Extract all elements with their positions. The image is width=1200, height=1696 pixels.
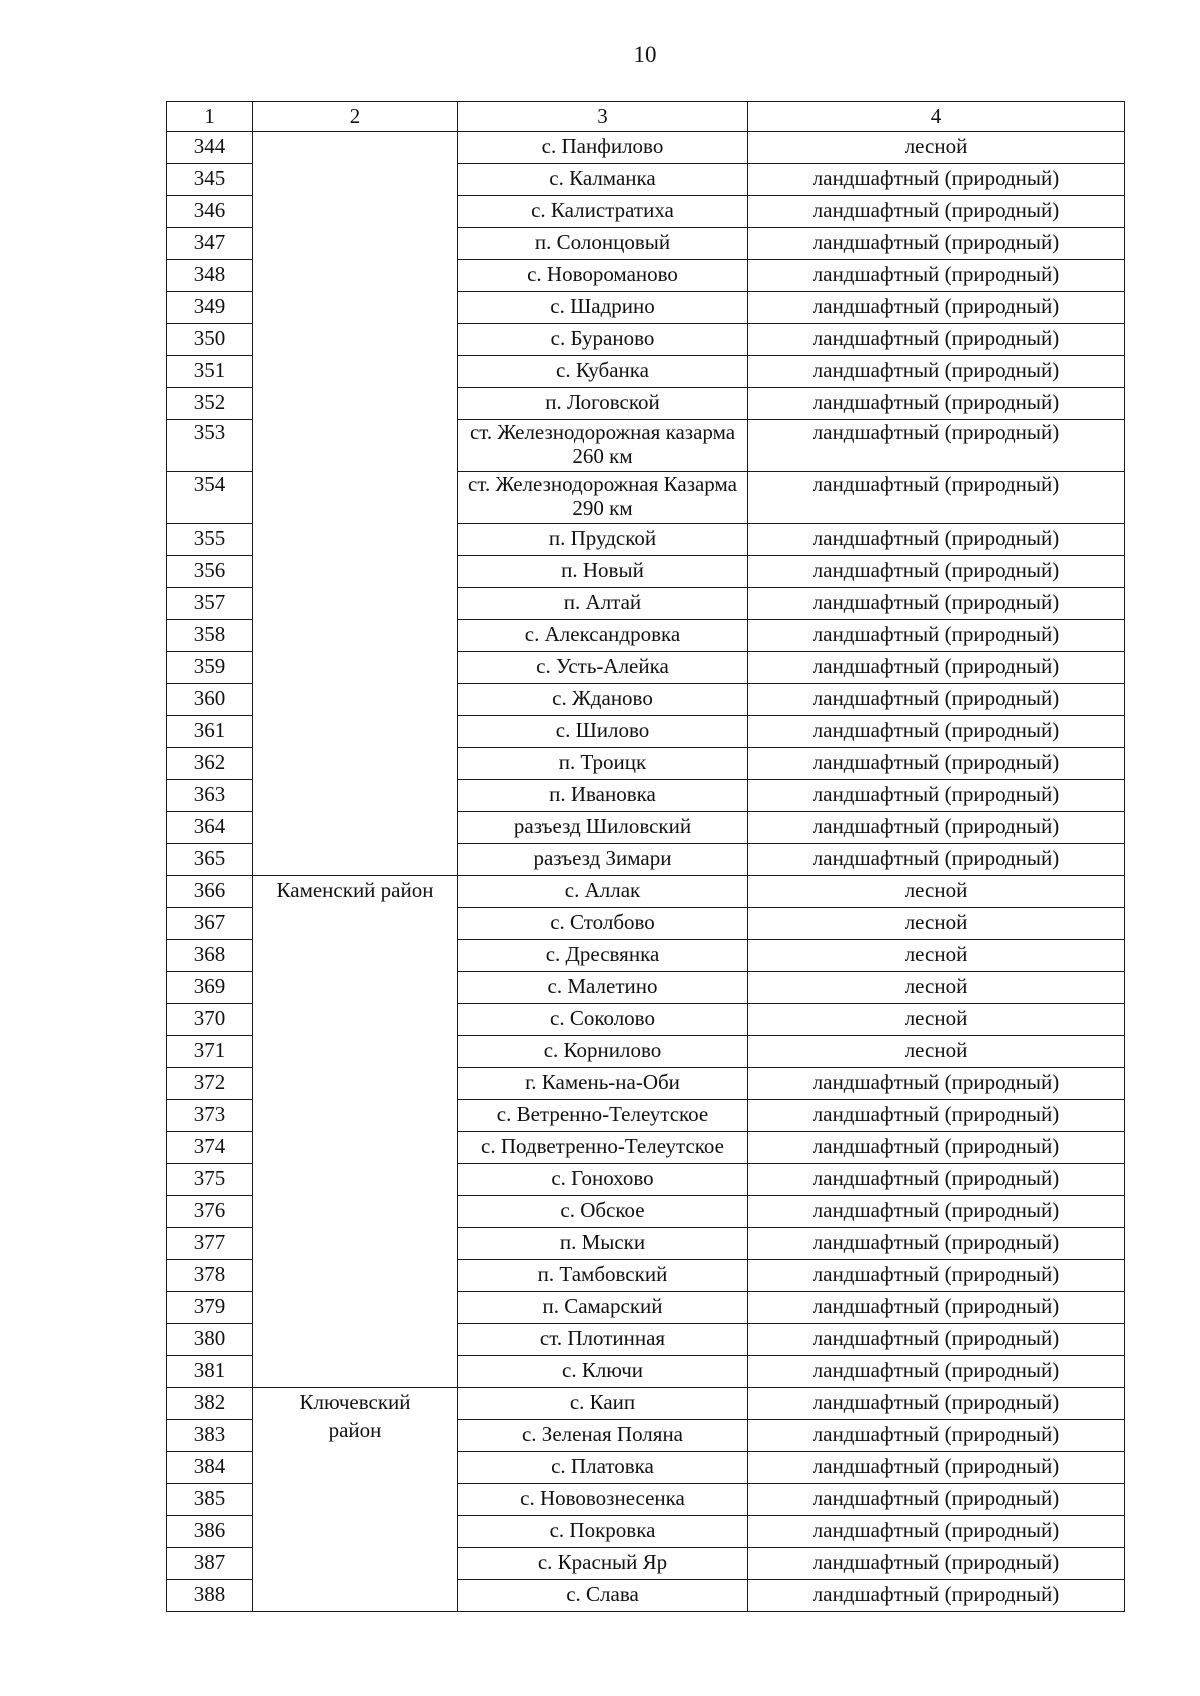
row-number-cell: 387 bbox=[167, 1548, 253, 1580]
row-number-cell: 381 bbox=[167, 1356, 253, 1388]
row-number-cell: 375 bbox=[167, 1164, 253, 1196]
settlement-cell: с. Обское bbox=[458, 1196, 748, 1228]
settlement-cell: с. Кубанка bbox=[458, 356, 748, 388]
settlement-cell: с. Покровка bbox=[458, 1516, 748, 1548]
row-number-cell: 355 bbox=[167, 524, 253, 556]
type-cell: ландшафтный (природный) bbox=[748, 1324, 1125, 1356]
region-name: Каменский район bbox=[276, 878, 434, 902]
settlement-cell: п. Троицк bbox=[458, 748, 748, 780]
settlement-cell: с. Соколово bbox=[458, 1004, 748, 1036]
document-table-wrapper bbox=[166, 101, 1125, 1612]
settlement-cell: ст. Железнодорожная казарма 260 км bbox=[458, 420, 748, 472]
type-cell: ландшафтный (природный) bbox=[748, 588, 1125, 620]
type-cell: ландшафтный (природный) bbox=[748, 1164, 1125, 1196]
settlements-table bbox=[166, 101, 1125, 1612]
type-cell: ландшафтный (природный) bbox=[748, 1420, 1125, 1452]
table-body bbox=[167, 132, 1125, 1612]
row-number-cell: 371 bbox=[167, 1036, 253, 1068]
region-cell bbox=[253, 132, 458, 876]
settlement-cell: с. Слава bbox=[458, 1580, 748, 1612]
settlement-cell: с. Аллак bbox=[458, 876, 748, 908]
row-number-cell: 374 bbox=[167, 1132, 253, 1164]
row-number-cell: 385 bbox=[167, 1484, 253, 1516]
type-cell: ландшафтный (природный) bbox=[748, 472, 1125, 524]
row-number-cell: 378 bbox=[167, 1260, 253, 1292]
header-col-3: 3 bbox=[458, 102, 748, 132]
type-cell: ландшафтный (природный) bbox=[748, 1132, 1125, 1164]
row-number-cell: 361 bbox=[167, 716, 253, 748]
row-number-cell: 369 bbox=[167, 972, 253, 1004]
type-cell: ландшафтный (природный) bbox=[748, 1260, 1125, 1292]
type-cell: ландшафтный (природный) bbox=[748, 1580, 1125, 1612]
row-number-cell: 350 bbox=[167, 324, 253, 356]
type-cell: лесной bbox=[748, 876, 1125, 908]
row-number-cell: 370 bbox=[167, 1004, 253, 1036]
header-col-2: 2 bbox=[253, 102, 458, 132]
row-number-cell: 376 bbox=[167, 1196, 253, 1228]
type-cell: лесной bbox=[748, 132, 1125, 164]
table-row bbox=[167, 1388, 1125, 1420]
type-cell: лесной bbox=[748, 972, 1125, 1004]
row-number-cell: 346 bbox=[167, 196, 253, 228]
type-cell: ландшафтный (природный) bbox=[748, 228, 1125, 260]
type-cell: ландшафтный (природный) bbox=[748, 1548, 1125, 1580]
row-number-cell: 359 bbox=[167, 652, 253, 684]
row-number-cell: 372 bbox=[167, 1068, 253, 1100]
row-number-cell: 366 bbox=[167, 876, 253, 908]
type-cell: ландшафтный (природный) bbox=[748, 812, 1125, 844]
type-cell: ландшафтный (природный) bbox=[748, 684, 1125, 716]
region-cell bbox=[253, 876, 458, 1388]
type-cell: ландшафтный (природный) bbox=[748, 196, 1125, 228]
settlement-cell: с. Калистратиха bbox=[458, 196, 748, 228]
table-row bbox=[167, 132, 1125, 164]
table-header bbox=[167, 102, 1125, 132]
row-number-cell: 345 bbox=[167, 164, 253, 196]
settlement-cell: с. Шилово bbox=[458, 716, 748, 748]
type-cell: ландшафтный (природный) bbox=[748, 1516, 1125, 1548]
settlement-cell: ст. Железнодорожная Казарма 290 км bbox=[458, 472, 748, 524]
type-cell: ландшафтный (природный) bbox=[748, 1388, 1125, 1420]
settlement-cell: с. Дресвянка bbox=[458, 940, 748, 972]
settlement-cell: п. Прудской bbox=[458, 524, 748, 556]
settlement-cell: с. Бураново bbox=[458, 324, 748, 356]
row-number-cell: 383 bbox=[167, 1420, 253, 1452]
settlement-cell: п. Ивановка bbox=[458, 780, 748, 812]
settlement-cell: с. Столбово bbox=[458, 908, 748, 940]
settlement-cell: с. Красный Яр bbox=[458, 1548, 748, 1580]
table-row bbox=[167, 876, 1125, 908]
row-number-cell: 384 bbox=[167, 1452, 253, 1484]
type-cell: ландшафтный (природный) bbox=[748, 1292, 1125, 1324]
type-cell: ландшафтный (природный) bbox=[748, 1484, 1125, 1516]
type-cell: ландшафтный (природный) bbox=[748, 388, 1125, 420]
settlement-cell: с. Малетино bbox=[458, 972, 748, 1004]
type-cell: ландшафтный (природный) bbox=[748, 716, 1125, 748]
type-cell: ландшафтный (природный) bbox=[748, 748, 1125, 780]
type-cell: ландшафтный (природный) bbox=[748, 1356, 1125, 1388]
type-cell: ландшафтный (природный) bbox=[748, 556, 1125, 588]
settlement-cell: с. Александровка bbox=[458, 620, 748, 652]
type-cell: ландшафтный (природный) bbox=[748, 1228, 1125, 1260]
settlement-cell: разъезд Шиловский bbox=[458, 812, 748, 844]
type-cell: ландшафтный (природный) bbox=[748, 524, 1125, 556]
type-cell: ландшафтный (природный) bbox=[748, 164, 1125, 196]
settlement-cell: п. Логовской bbox=[458, 388, 748, 420]
settlement-cell: ст. Плотинная bbox=[458, 1324, 748, 1356]
type-cell: ландшафтный (природный) bbox=[748, 780, 1125, 812]
settlement-cell: с. Ключи bbox=[458, 1356, 748, 1388]
type-cell: ландшафтный (природный) bbox=[748, 1196, 1125, 1228]
region-name: Ключевский район bbox=[299, 1390, 411, 1442]
settlement-cell: с. Калманка bbox=[458, 164, 748, 196]
settlement-cell: п. Солонцовый bbox=[458, 228, 748, 260]
row-number-cell: 388 bbox=[167, 1580, 253, 1612]
type-cell: ландшафтный (природный) bbox=[748, 292, 1125, 324]
type-cell: лесной bbox=[748, 1004, 1125, 1036]
row-number-cell: 353 bbox=[167, 420, 253, 472]
type-cell: ландшафтный (природный) bbox=[748, 260, 1125, 292]
settlement-cell: п. Мыски bbox=[458, 1228, 748, 1260]
type-cell: ландшафтный (природный) bbox=[748, 420, 1125, 472]
settlement-cell: п. Тамбовский bbox=[458, 1260, 748, 1292]
row-number-cell: 358 bbox=[167, 620, 253, 652]
type-cell: ландшафтный (природный) bbox=[748, 324, 1125, 356]
type-cell: ландшафтный (природный) bbox=[748, 356, 1125, 388]
header-col-4: 4 bbox=[748, 102, 1125, 132]
settlement-cell: с. Панфилово bbox=[458, 132, 748, 164]
type-cell: ландшафтный (природный) bbox=[748, 1100, 1125, 1132]
settlement-cell: с. Шадрино bbox=[458, 292, 748, 324]
settlement-cell: разъезд Зимари bbox=[458, 844, 748, 876]
settlement-cell: с. Ветренно-Телеутское bbox=[458, 1100, 748, 1132]
type-cell: ландшафтный (природный) bbox=[748, 652, 1125, 684]
row-number-cell: 379 bbox=[167, 1292, 253, 1324]
row-number-cell: 386 bbox=[167, 1516, 253, 1548]
type-cell: ландшафтный (природный) bbox=[748, 844, 1125, 876]
row-number-cell: 373 bbox=[167, 1100, 253, 1132]
row-number-cell: 354 bbox=[167, 472, 253, 524]
row-number-cell: 356 bbox=[167, 556, 253, 588]
settlement-cell: п. Алтай bbox=[458, 588, 748, 620]
type-cell: ландшафтный (природный) bbox=[748, 1068, 1125, 1100]
settlement-cell: п. Новый bbox=[458, 556, 748, 588]
header-row bbox=[167, 102, 1125, 132]
row-number-cell: 363 bbox=[167, 780, 253, 812]
row-number-cell: 348 bbox=[167, 260, 253, 292]
row-number-cell: 367 bbox=[167, 908, 253, 940]
row-number-cell: 362 bbox=[167, 748, 253, 780]
row-number-cell: 365 bbox=[167, 844, 253, 876]
row-number-cell: 347 bbox=[167, 228, 253, 260]
settlement-cell: с. Гонохово bbox=[458, 1164, 748, 1196]
settlement-cell: с. Платовка bbox=[458, 1452, 748, 1484]
settlement-cell: с. Подветренно-Телеутское bbox=[458, 1132, 748, 1164]
row-number-cell: 364 bbox=[167, 812, 253, 844]
row-number-cell: 368 bbox=[167, 940, 253, 972]
row-number-cell: 357 bbox=[167, 588, 253, 620]
settlement-cell: п. Самарский bbox=[458, 1292, 748, 1324]
settlement-cell: с. Корнилово bbox=[458, 1036, 748, 1068]
settlement-cell: с. Жданово bbox=[458, 684, 748, 716]
row-number-cell: 352 bbox=[167, 388, 253, 420]
settlement-cell: г. Камень-на-Оби bbox=[458, 1068, 748, 1100]
row-number-cell: 344 bbox=[167, 132, 253, 164]
settlement-cell: с. Новороманово bbox=[458, 260, 748, 292]
row-number-cell: 377 bbox=[167, 1228, 253, 1260]
header-col-1: 1 bbox=[167, 102, 253, 132]
settlement-cell: с. Нововознесенка bbox=[458, 1484, 748, 1516]
row-number-cell: 380 bbox=[167, 1324, 253, 1356]
row-number-cell: 349 bbox=[167, 292, 253, 324]
type-cell: ландшафтный (природный) bbox=[748, 1452, 1125, 1484]
row-number-cell: 360 bbox=[167, 684, 253, 716]
type-cell: лесной bbox=[748, 940, 1125, 972]
type-cell: лесной bbox=[748, 1036, 1125, 1068]
row-number-cell: 351 bbox=[167, 356, 253, 388]
settlement-cell: с. Зеленая Поляна bbox=[458, 1420, 748, 1452]
settlement-cell: с. Каип bbox=[458, 1388, 748, 1420]
page-number: 10 bbox=[633, 42, 657, 67]
row-number-cell: 382 bbox=[167, 1388, 253, 1420]
region-cell bbox=[253, 1388, 458, 1612]
settlement-cell: с. Усть-Алейка bbox=[458, 652, 748, 684]
type-cell: ландшафтный (природный) bbox=[748, 620, 1125, 652]
type-cell: лесной bbox=[748, 908, 1125, 940]
